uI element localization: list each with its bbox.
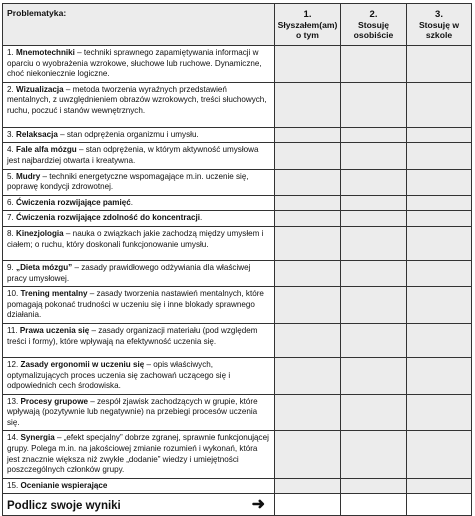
column-number: 1. bbox=[303, 9, 312, 20]
column-label: Stosuję osobiście bbox=[353, 20, 394, 40]
heard-checkbox-cell[interactable] bbox=[275, 260, 341, 286]
school-use-checkbox-cell[interactable] bbox=[407, 169, 472, 195]
school-use-checkbox-cell[interactable] bbox=[407, 195, 472, 211]
heard-checkbox-cell[interactable] bbox=[275, 46, 341, 83]
school-use-checkbox-cell[interactable] bbox=[407, 46, 472, 83]
table-row bbox=[3, 478, 472, 494]
item-term: Wizualizacja bbox=[16, 84, 64, 94]
topic-cell bbox=[3, 394, 275, 431]
table-row bbox=[3, 226, 472, 260]
item-description: – stan odprężenia organizmu i umysłu. bbox=[57, 129, 199, 139]
item-number: 4. bbox=[7, 145, 14, 155]
item-description: – zespół zjawisk zachodzących w grupie, które wpływają (pozytywnie lub negatywnie) na przebiegi procesów uczenia się. bbox=[7, 396, 258, 427]
school-use-checkbox-cell[interactable] bbox=[407, 323, 472, 357]
item-description: – stan odprężenia, w którym aktywność umysłowa jest najbardziej otwarta i kreatywna. bbox=[7, 145, 259, 165]
table-row bbox=[3, 357, 472, 394]
column-label: Stosuję w szkole bbox=[418, 20, 460, 40]
item-term: Ocenianie wspierające bbox=[20, 480, 108, 490]
item-term: Synergia bbox=[20, 433, 55, 443]
item-description: – nauka o związkach jakie zachodzą między umysłem i ciałem; o ruchu, który doskonali funkcjonowanie umysłu. bbox=[7, 228, 264, 249]
personal-use-checkbox-cell[interactable] bbox=[341, 260, 407, 286]
item-number: 11. bbox=[7, 325, 18, 335]
topic-cell bbox=[3, 46, 275, 83]
item-description: – zasady prawidłowego odżywiania dla właściwej pracy umysłowej. bbox=[7, 262, 251, 283]
table-row bbox=[3, 169, 472, 195]
heard-checkbox-cell[interactable] bbox=[275, 211, 341, 227]
table-row bbox=[3, 287, 472, 324]
school-use-column-header bbox=[407, 4, 472, 46]
footer-row bbox=[3, 494, 472, 516]
topic-cell bbox=[3, 127, 275, 143]
table-row bbox=[3, 394, 472, 431]
school-use-checkbox-cell[interactable] bbox=[407, 478, 472, 494]
personal-use-checkbox-cell[interactable] bbox=[341, 127, 407, 143]
heard-checkbox-cell[interactable] bbox=[275, 226, 341, 260]
table-row bbox=[3, 82, 472, 127]
total-personal-cell[interactable] bbox=[341, 494, 407, 516]
item-number: 6. bbox=[7, 197, 14, 207]
table-row bbox=[3, 46, 472, 83]
item-description: . bbox=[199, 213, 203, 223]
school-use-checkbox-cell[interactable] bbox=[407, 127, 472, 143]
total-heard-cell[interactable] bbox=[275, 494, 341, 516]
topic-cell bbox=[3, 478, 275, 494]
topic-column-header: Problematyka: bbox=[3, 4, 275, 46]
topic-cell bbox=[3, 287, 275, 324]
topic-cell bbox=[3, 357, 275, 394]
personal-use-checkbox-cell[interactable] bbox=[341, 211, 407, 227]
personal-use-checkbox-cell[interactable] bbox=[341, 431, 407, 478]
column-label: Słyszałem(am) o tym bbox=[277, 20, 338, 40]
school-use-checkbox-cell[interactable] bbox=[407, 357, 472, 394]
heard-checkbox-cell[interactable] bbox=[275, 82, 341, 127]
checklist-table bbox=[2, 3, 472, 516]
tally-label: Podlicz swoje wyniki bbox=[7, 499, 121, 512]
tally-prompt-cell bbox=[3, 494, 275, 516]
table-row bbox=[3, 260, 472, 286]
heard-checkbox-cell[interactable] bbox=[275, 431, 341, 478]
item-number: 14. bbox=[7, 433, 19, 443]
column-number: 2. bbox=[369, 9, 378, 20]
item-number: 5. bbox=[7, 171, 14, 181]
personal-use-checkbox-cell[interactable] bbox=[341, 394, 407, 431]
item-description: . bbox=[130, 197, 133, 207]
item-description: – metoda tworzenia wyraźnych przedstawień mentalnych, z uwzględnieniem obrazów wzrokowych, treści słuchowych, ruchu, poczuć i stanów wewnętrznych. bbox=[7, 84, 267, 115]
item-number: 3. bbox=[7, 129, 14, 139]
table-row bbox=[3, 211, 472, 227]
topic-cell bbox=[3, 260, 275, 286]
table-row bbox=[3, 431, 472, 478]
item-term: Ćwiczenia rozwijające pamięć bbox=[16, 197, 131, 207]
item-number: 15. bbox=[7, 480, 19, 490]
personal-use-checkbox-cell[interactable] bbox=[341, 478, 407, 494]
item-description: – „efekt specjalny” dobrze zgranej, sprawnie funkcjonującej grupy. Polega m.in. na jakościowej zmianie rozumień i wykonań, która jest znacznie większa niż zwykłe „dodanie” wiedzy i umiejętności poszczególnych członków grupy. bbox=[7, 433, 269, 475]
topic-cell bbox=[3, 169, 275, 195]
item-description: – techniki energetyczne wspomagające m.in. uczenie się, poprawę kondycji zdrowotnej. bbox=[7, 171, 249, 192]
item-term: Procesy grupowe bbox=[20, 396, 88, 406]
topic-cell bbox=[3, 143, 275, 169]
school-use-checkbox-cell[interactable] bbox=[407, 260, 472, 286]
header-row bbox=[3, 4, 472, 46]
school-use-checkbox-cell[interactable] bbox=[407, 143, 472, 169]
heard-checkbox-cell[interactable] bbox=[275, 169, 341, 195]
assessment-sheet bbox=[2, 3, 471, 514]
personal-use-checkbox-cell[interactable] bbox=[341, 82, 407, 127]
item-number: 2. bbox=[7, 84, 14, 94]
personal-use-checkbox-cell[interactable] bbox=[341, 195, 407, 211]
topic-cell bbox=[3, 226, 275, 260]
total-school-cell[interactable] bbox=[407, 494, 472, 516]
heard-checkbox-cell[interactable] bbox=[275, 478, 341, 494]
item-term: Prawa uczenia się bbox=[19, 325, 90, 335]
item-number: 9. bbox=[7, 262, 14, 272]
item-term: Relaksacja bbox=[16, 129, 58, 139]
item-description: – zasady tworzenia nastawień mentalnych, które pomagają pokonać trudności w uczeniu się i inne blokady sprawnego działania. bbox=[7, 289, 264, 320]
personal-use-checkbox-cell[interactable] bbox=[341, 46, 407, 83]
topic-cell bbox=[3, 195, 275, 211]
heard-checkbox-cell[interactable] bbox=[275, 143, 341, 169]
heard-checkbox-cell[interactable] bbox=[275, 323, 341, 357]
heard-column-header bbox=[275, 4, 341, 46]
heard-checkbox-cell[interactable] bbox=[275, 287, 341, 324]
item-description: – techniki sprawnego zapamiętywania informacji w oparciu o wyobrażenia wzrokowe, słuchowe lub ruchowe. Dynamiczne, choć niekoniecznie logiczne. bbox=[7, 48, 262, 79]
personal-use-checkbox-cell[interactable] bbox=[341, 143, 407, 169]
personal-use-checkbox-cell[interactable] bbox=[341, 287, 407, 324]
item-number: 13. bbox=[7, 396, 19, 406]
table-row bbox=[3, 143, 472, 169]
item-number: 12. bbox=[7, 359, 19, 369]
topic-cell bbox=[3, 82, 275, 127]
personal-use-checkbox-cell[interactable] bbox=[341, 323, 407, 357]
personal-use-checkbox-cell[interactable] bbox=[341, 169, 407, 195]
item-description: – zasady organizacji materiału (pod względem treści i formy), które wpływają na efektywność uczenia się. bbox=[7, 325, 258, 346]
topic-cell bbox=[3, 323, 275, 357]
item-term: Mudry bbox=[16, 171, 41, 181]
heard-checkbox-cell[interactable] bbox=[275, 394, 341, 431]
item-number: 8. bbox=[7, 228, 14, 238]
personal-use-checkbox-cell[interactable] bbox=[341, 357, 407, 394]
school-use-checkbox-cell[interactable] bbox=[407, 287, 472, 324]
table-row bbox=[3, 127, 472, 143]
item-term: Zasady ergonomii w uczeniu się bbox=[20, 359, 145, 369]
item-description: – opis właściwych, optymalizujących proces uczenia się zachowań uczącego się i odpowiednich cech środowiska. bbox=[7, 359, 231, 391]
item-term: Mnemotechniki bbox=[16, 48, 75, 57]
item-number: 1. bbox=[7, 48, 14, 57]
topic-cell bbox=[3, 431, 275, 478]
school-use-checkbox-cell[interactable] bbox=[407, 394, 472, 431]
topic-cell bbox=[3, 211, 275, 227]
school-use-checkbox-cell[interactable] bbox=[407, 82, 472, 127]
school-use-checkbox-cell[interactable] bbox=[407, 226, 472, 260]
heard-checkbox-cell[interactable] bbox=[275, 127, 341, 143]
item-number: 10. bbox=[7, 289, 19, 299]
school-use-checkbox-cell[interactable] bbox=[407, 431, 472, 478]
heard-checkbox-cell[interactable] bbox=[275, 357, 341, 394]
item-term: „Dieta mózgu” bbox=[16, 262, 73, 272]
item-term: Kinezjologia bbox=[16, 228, 64, 238]
table-row bbox=[3, 195, 472, 211]
item-term: Ćwiczenia rozwijające zdolność do koncentracji bbox=[16, 213, 200, 223]
heard-checkbox-cell[interactable] bbox=[275, 195, 341, 211]
item-term: Trening mentalny bbox=[20, 289, 88, 299]
personal-use-checkbox-cell[interactable] bbox=[341, 226, 407, 260]
school-use-checkbox-cell[interactable] bbox=[407, 211, 472, 227]
table-row bbox=[3, 323, 472, 357]
right-arrow-icon: ➜ bbox=[251, 496, 265, 514]
item-number: 7. bbox=[7, 213, 14, 223]
personal-use-column-header bbox=[341, 4, 407, 46]
column-number: 3. bbox=[435, 9, 443, 20]
item-term: Fale alfa mózgu bbox=[16, 145, 77, 155]
